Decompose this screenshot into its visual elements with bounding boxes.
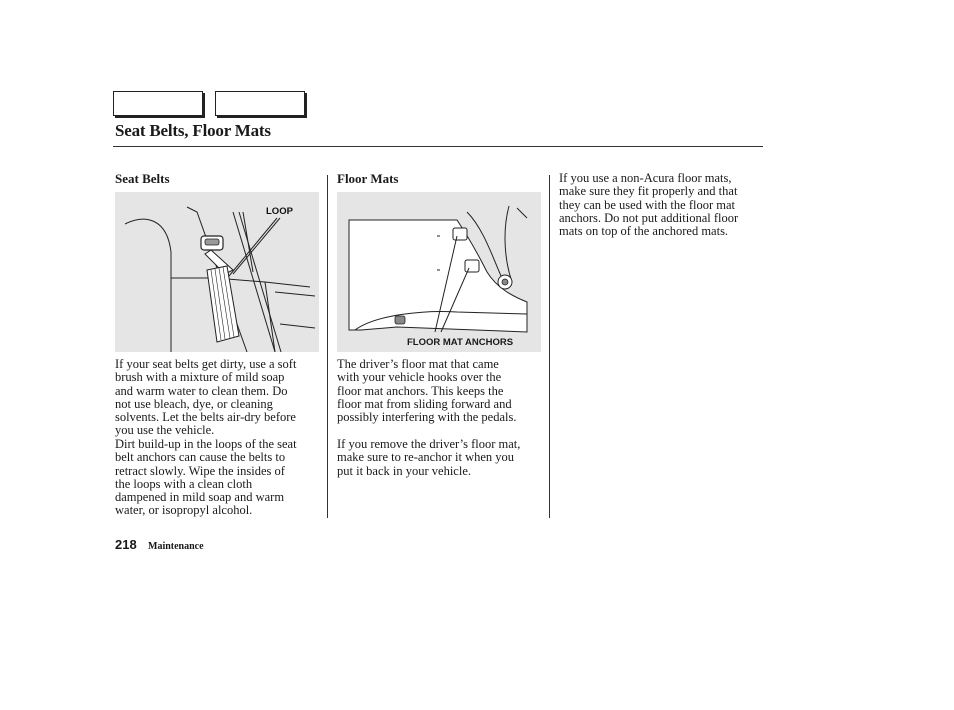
page-title: Seat Belts, Floor Mats (115, 121, 271, 140)
floor-mats-paragraph-2: If you remove the driver’s floor mat, make sure to re-anchor it when you put it back in your vehicle. (337, 437, 521, 478)
floor-mats-heading: Floor Mats (337, 171, 399, 186)
seat-belt-loop-illustration (115, 192, 319, 352)
non-acura-mats-paragraph: If you use a non-Acura floor mats, make sure they fit properly and that they can be used with the floor mat anchors. Do not put additional floor mats on top of the anchored mats. (559, 171, 739, 239)
seat-belts-paragraph-1: If your seat belts get dirty, use a soft brush with a mixture of mild soap and warm water to clean them. Do not use bleach, dye, or cleaning solvents. Let the belts air-dry before you use the vehicle. (115, 357, 297, 438)
seat-belts-paragraph-2: Dirt build-up in the loops of the seat belt anchors can cause the belts to retract slowly. Wipe the insides of the loops with a clean cloth dampened in mild soap and warm water, or isopropyl alcohol. (115, 437, 297, 518)
column-divider-2 (549, 175, 550, 518)
nav-button-main-menu[interactable] (113, 91, 203, 116)
section-name: Maintenance (148, 541, 204, 552)
nav-button-table-of-contents[interactable] (215, 91, 305, 116)
floor-mat-anchors-label: FLOOR MAT ANCHORS (407, 337, 514, 348)
floor-mats-paragraph-1: The driver’s floor mat that came with your vehicle hooks over the floor mat anchors. This keeps the floor mat from sliding forward and possibly interfering with the pedals. (337, 357, 517, 425)
page-number: 218 (115, 537, 137, 552)
column-divider-1 (327, 175, 328, 518)
seat-belt-drawing (115, 192, 319, 352)
floor-mat-drawing (337, 192, 541, 352)
title-rule (113, 146, 763, 147)
loop-label: LOOP (266, 206, 293, 217)
floor-mat-anchors-illustration (337, 192, 541, 352)
seat-belts-heading: Seat Belts (115, 171, 170, 186)
